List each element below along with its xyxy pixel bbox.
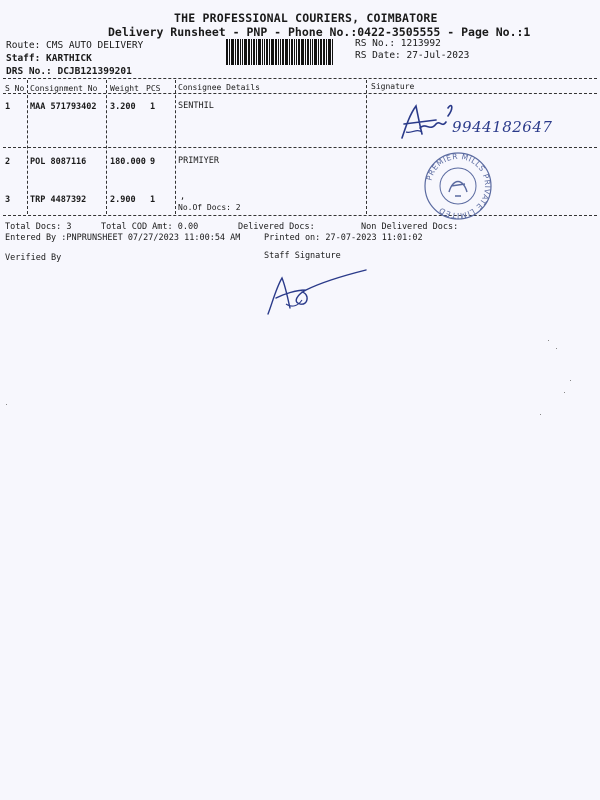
- stamp-text: PREMIER MILLS PRIVATE LIMITED: [424, 152, 493, 220]
- scan-speck: [548, 340, 549, 341]
- row-pcs: 1: [150, 195, 156, 205]
- column-header: Consignment No: [30, 84, 98, 93]
- scan-speck: [6, 404, 7, 405]
- row-consignment: POL 8087116: [30, 157, 87, 167]
- receiver-signature-icon: [396, 98, 456, 144]
- column-divider: [175, 80, 176, 214]
- row-divider: [3, 147, 597, 148]
- rs-date: RS Date: 27-Jul-2023: [355, 50, 470, 61]
- row-serial: 1: [5, 102, 11, 112]
- column-header: Signature: [371, 82, 415, 91]
- company-title: THE PROFESSIONAL COURIERS, COIMBATORE: [174, 11, 438, 25]
- route-label: Route: CMS AUTO DELIVERY: [6, 40, 144, 51]
- total-cod: Total COD Amt: 0.00: [101, 222, 199, 232]
- row-consignee: ,: [180, 192, 186, 202]
- table-bottom-rule: [3, 215, 597, 216]
- row-weight: 3.200: [110, 102, 136, 112]
- column-divider: [366, 80, 367, 214]
- total-docs: Total Docs: 3: [5, 222, 72, 232]
- row-serial: 2: [5, 157, 11, 167]
- printed-on: Printed on: 27-07-2023 11:01:02: [264, 233, 423, 243]
- row-consignment: MAA 571793402: [30, 102, 97, 112]
- staff-signature-icon: [262, 264, 372, 320]
- rs-number: RS No.: 1213992: [355, 38, 441, 49]
- verified-by: Verified By: [5, 253, 62, 263]
- no-of-docs: No.Of Docs: 2: [178, 203, 241, 212]
- staff-signature-label: Staff Signature: [264, 251, 341, 261]
- column-header: Weight: [110, 84, 139, 93]
- company-stamp-icon: [419, 152, 497, 220]
- runsheet-subtitle: Delivery Runsheet - PNP - Phone No.:0422-3505555 - Page No.:1: [108, 25, 531, 39]
- column-divider: [27, 80, 28, 214]
- column-header: Consignee Details: [178, 83, 260, 92]
- column-divider: [106, 80, 107, 214]
- non-delivered-docs: Non Delivered Docs:: [361, 222, 459, 232]
- scan-speck: [540, 414, 541, 415]
- table-header-rule: [3, 93, 597, 94]
- row-consignment: TRP 4487392: [30, 195, 87, 205]
- scan-speck: [556, 348, 557, 349]
- staff-label: Staff: KARTHICK: [6, 53, 92, 64]
- entered-by: Entered By :PNPRUNSHEET 07/27/2023 11:00:54 AM: [5, 233, 241, 243]
- barcode-image: [226, 39, 346, 65]
- row-pcs: 1: [150, 102, 156, 112]
- row-consignee: PRIMIYER: [178, 156, 219, 166]
- handwritten-phone: 9944182647: [452, 118, 553, 136]
- scan-speck: [570, 380, 571, 381]
- drs-number: DRS No.: DCJB121399201: [6, 66, 132, 77]
- column-header: S No: [5, 84, 25, 93]
- column-header: PCS: [146, 84, 161, 93]
- row-serial: 3: [5, 195, 11, 205]
- delivered-docs: Delivered Docs:: [238, 222, 315, 232]
- row-weight: 180.000: [110, 157, 146, 167]
- scan-speck: [564, 392, 565, 393]
- row-weight: 2.900: [110, 195, 136, 205]
- table-top-rule: [3, 78, 597, 79]
- row-pcs: 9: [150, 157, 156, 167]
- row-consignee: SENTHIL: [178, 101, 214, 111]
